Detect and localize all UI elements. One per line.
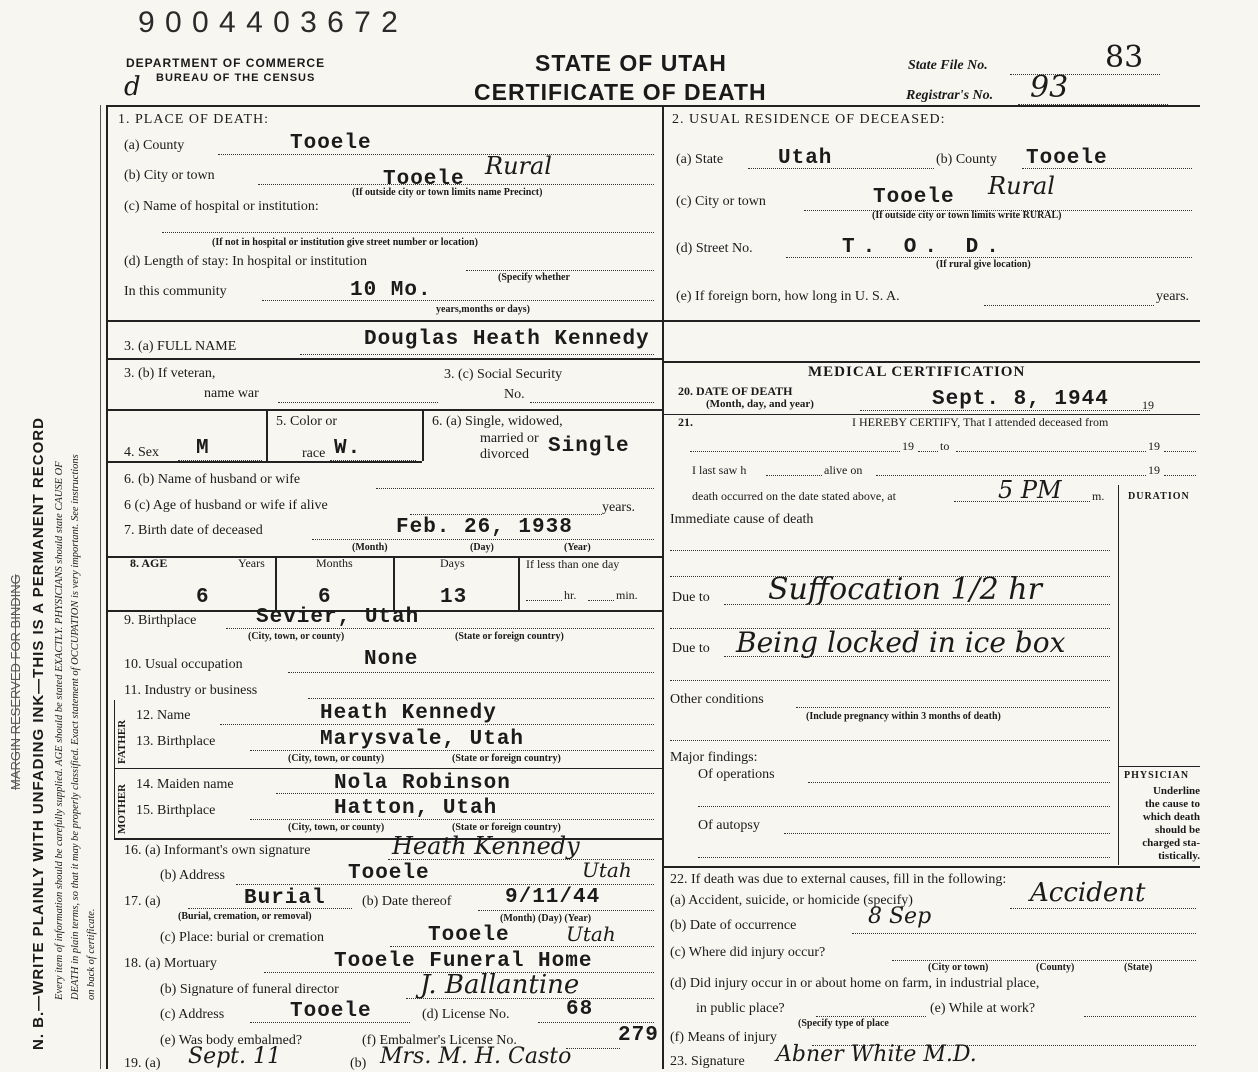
pod-city-label: (b) City or town [124,168,215,183]
bureau: BUREAU OF THE CENSUS [156,72,316,84]
age-years: 6 [196,586,210,609]
mother-side-label: MOTHER [116,783,128,834]
physician-note-line: should be [1155,824,1200,836]
res-city-hand: Rural [988,172,1055,200]
external-public-label: in public place? [696,1001,785,1016]
external-means-label: (f) Means of injury [670,1030,777,1045]
marital-label-3: divorced [480,447,529,462]
father-name-label: 12. Name [136,708,191,723]
father-note-2: (State or foreign country) [452,753,561,764]
informant-value: Heath Kennedy [392,832,580,860]
certify-19-a: 19 [902,439,914,453]
occurred-label: death occurred on the date stated above, at [692,489,896,503]
where-note-county: (County) [1036,962,1075,973]
external-date-value: 8 Sep [868,904,932,929]
physician-note-line: charged sta- [1142,837,1200,849]
license-label: (d) License No. [422,1007,510,1022]
immediate-label: Immediate cause of death [670,512,814,527]
mother-note-2: (State or foreign country) [452,822,561,833]
certificate-title: CERTIFICATE OF DEATH [474,79,767,105]
spouse-age-label: 6 (c) Age of husband or wife if alive [124,498,328,513]
other-conditions-label: Other conditions [670,692,764,707]
res-county-label: (b) County [936,152,998,167]
external-date-label: (b) Date of occurrence [670,918,797,933]
signature-label: 23. Signature [670,1054,745,1069]
external-type-label: (a) Accident, suicide, or homicide (specify) [670,893,913,908]
certify-19-b: 19 [1148,439,1160,453]
where-note-state: (State) [1124,962,1153,973]
birthplace-note-1: (City, town, or county) [248,631,345,642]
due-to-2-value: Being locked in ice box [736,626,1066,659]
sex-label: 4. Sex [124,445,159,460]
row19-value-2: Mrs. M. H. Casto [380,1044,572,1069]
mother-note-1: (City, town, or county) [288,822,385,833]
full-name-label: 3. (a) FULL NAME [124,339,237,354]
pod-city-hand: Rural [485,152,552,180]
physician-note-line: tistically. [1158,850,1200,862]
pod-community-value: 10 Mo. [350,279,432,302]
physician-note-line: the cause to [1145,798,1200,810]
birthplace-label: 9. Birthplace [124,613,197,628]
address-hand: Utah [582,858,632,882]
physician-heading: PHYSICIAN [1124,770,1190,781]
marital-label-1: 6. (a) Single, widowed, [432,414,563,429]
res-city-label: (c) City or town [676,194,766,209]
margin-note-2: DEATH in plain terms, so that it may be properly classified. Exact statement of OCCUPATION is very important. See instructions [70,454,81,1000]
registrar-label: Registrar's No. [906,88,994,103]
full-name-value: Douglas Heath Kennedy [364,328,650,351]
res-foreign-unit: years. [1156,289,1190,304]
department: DEPARTMENT OF COMMERCE [126,56,326,70]
occupation-label: 10. Usual occupation [124,657,243,672]
external-heading: 22. If death was due to external causes, fill in the following: [670,872,1007,887]
place-of-death-heading: 1. PLACE OF DEATH: [118,112,270,127]
pod-hospital-note: (If not in hospital or institution give street number or location) [212,237,478,248]
res-state-label: (a) State [676,152,724,167]
father-birth-value: Marysvale, Utah [320,728,525,751]
margin-main-text: N. B.—WRITE PLAINLY WITH UNFADING INK—THIS IS A PERMANENT RECORD [30,417,47,1050]
burial-place-label: (c) Place: burial or cremation [160,930,325,945]
years-label: Years [238,556,265,570]
color-label-2: race [302,446,326,461]
res-foreign-label: (e) If foreign born, how long in U. S. A. [676,289,900,304]
autopsy-label: Of autopsy [698,818,760,833]
embalmed-label: (e) Was body embalmed? [160,1033,303,1048]
signature-value: Abner White M.D. [776,1042,977,1067]
mother-birth-label: 15. Birthplace [136,803,216,818]
pod-specify-note: (Specify whether [498,272,570,283]
margin-note-3: on back of certificate. [86,908,97,1000]
pod-hospital-label: (c) Name of hospital or institution: [124,199,319,214]
veteran-label-1: 3. (b) If veteran, [124,366,216,381]
where-note-city: (City or town) [928,962,989,973]
ssn-label-1: 3. (c) Social Security [444,367,563,382]
birth-date-value: Feb. 26, 1938 [396,516,573,539]
mortuary-address-label: (c) Address [160,1007,225,1022]
m-label: m. [1092,489,1105,503]
res-street-label: (d) Street No. [676,241,753,256]
residence-heading: 2. USUAL RESIDENCE OF DECEASED: [672,112,946,127]
burial-note: (Burial, cremation, or removal) [178,911,312,922]
state-file-label: State File No. [908,58,988,73]
res-city-note: (If outside city or town limits write RURAL) [872,210,1062,221]
margin-reserved-text: MARGIN RESERVED FOR BINDING [8,574,23,790]
address-label: (b) Address [160,868,225,883]
burial-date-label: (b) Date thereof [362,894,452,909]
row19-value-1: Sept. 11 [188,1044,281,1069]
veteran-label-2: name war [204,386,259,401]
license-value: 68 [566,998,594,1021]
burial-value: Burial [244,887,326,910]
certify-number: 21. [678,415,693,429]
other-conditions-note: (Include pregnancy within 3 months of death) [806,711,1001,722]
row19-label-b: (b) [350,1056,367,1071]
major-findings-label: Major findings: [670,750,758,765]
external-where-label: (c) Where did injury occur? [670,945,826,960]
res-street-note: (If rural give location) [936,259,1031,270]
birth-date-label: 7. Birth date of deceased [124,523,263,538]
external-public-note: (Specify type of place [798,1018,889,1029]
medical-heading: MEDICAL CERTIFICATION [808,364,1026,380]
mother-birth-value: Hatton, Utah [334,797,498,820]
burial-place-value: Tooele [428,924,510,947]
burial-date-note: (Month) (Day) (Year) [500,913,592,924]
mortuary-value: Tooele Funeral Home [334,950,593,973]
embalmer-label: (f) Embalmer's License No. [362,1033,517,1048]
color-label-1: 5. Color or [276,414,338,429]
registrar-value: 93 [1030,70,1069,105]
row19-label: 19. (a) [124,1056,161,1071]
pod-community-label: In this community [124,284,227,299]
last-saw-label: I last saw h [692,463,747,477]
margin-rule [100,105,101,1069]
day-note: (Day) [470,542,494,553]
occupation-value: None [364,648,419,671]
informant-label: 16. (a) Informant's own signature [124,843,311,858]
birthplace-value: Sevier, Utah [256,606,420,629]
industry-label: 11. Industry or business [124,683,258,698]
min-label: min. [616,588,638,602]
pod-years-note: years,months or days) [436,304,530,315]
state-file-value: 83 [1105,40,1144,75]
res-county-value: Tooele [1026,147,1108,170]
marital-value: Single [548,435,630,458]
certify-to: to [940,439,950,453]
mortuary-label: 18. (a) Mortuary [124,956,217,971]
mother-name-value: Nola Robinson [334,772,511,795]
year-note: (Year) [564,542,591,553]
duration-label: DURATION [1128,491,1190,502]
burial-date-value: 9/11/44 [505,886,601,909]
res-city-value: Tooele [873,186,955,209]
operations-label: Of operations [698,767,775,782]
marital-label-2: married or [480,431,539,446]
physician-note [1122,785,1200,863]
month-note: (Month) [352,542,388,553]
pod-city-value: Tooele [383,168,465,191]
external-home-label: (d) Did injury occur in or about home on farm, in industrial place, [670,976,1040,991]
corner-mark: d [124,72,141,102]
sex-value: M [196,437,210,460]
pod-stay-label: (d) Length of stay: In hospital or institution [124,254,368,269]
physician-note-line: Underline [1152,785,1200,797]
death-date-value: Sept. 8, 1944 [932,388,1109,411]
father-name-value: Heath Kennedy [320,702,497,725]
father-birth-label: 13. Birthplace [136,734,216,749]
spouse-age-unit: years. [602,500,636,515]
age-label: 8. AGE [130,556,168,570]
burial-label: 17. (a) [124,894,161,909]
color-value: W. [334,437,362,460]
pod-county-label: (a) County [124,138,185,153]
pod-county-value: Tooele [290,132,372,155]
due-to-2-label: Due to [672,641,710,656]
address-value: Tooele [348,862,430,885]
months-label: Months [316,556,353,570]
death-date-note: (Month, day, and year) [706,398,814,410]
certify-label: I HEREBY CERTIFY, That I attended deceased from [852,415,1109,429]
due-to-1-value: Suffocation 1/2 hr [768,572,1042,607]
age-months: 6 [318,586,332,609]
father-side-label: FATHER [116,719,128,764]
ssn-label-2: No. [504,387,525,402]
state-title: STATE OF UTAH [535,50,727,76]
father-note-1: (City, town, or county) [288,753,385,764]
alive-on-label: alive on [824,463,863,477]
external-type-value: Accident [1030,878,1146,908]
death-date-suffix: 19 [1142,398,1154,412]
due-to-1-label: Due to [672,590,710,605]
age-days: 13 [440,586,468,609]
burial-place-hand: Utah [566,922,616,946]
mortuary-address-value: Tooele [290,1000,372,1023]
res-street-value: T. O. D. [842,236,1007,259]
mother-name-label: 14. Maiden name [136,777,234,792]
certify-19-c: 19 [1148,463,1160,477]
serial-number: 9 0 0 4 4 0 3 6 7 2 [138,6,399,39]
physician-note-line: which death [1142,811,1200,823]
res-state-value: Utah [778,147,833,170]
under-day-label: If less than one day [526,557,620,571]
director-label: (b) Signature of funeral director [160,982,339,997]
director-value: J. Ballantine [420,970,580,1000]
pod-city-note: (If outside city or town limits name Precinct) [352,187,543,198]
embalmer-value: 279 [618,1024,659,1047]
spouse-label: 6. (b) Name of husband or wife [124,472,301,487]
external-work-label: (e) While at work? [930,1001,1036,1016]
birthplace-note-2: (State or foreign country) [455,631,564,642]
days-label: Days [440,556,465,570]
margin-note-1: Every item of information should be carefully supplied. AGE should be stated EXACTLY. PHYSICIANS should state CAUSE OF [54,461,65,1000]
hr-label: hr. [564,588,577,602]
time-value: 5 PM [998,476,1062,504]
death-date-label: 20. DATE OF DEATH [678,384,793,398]
